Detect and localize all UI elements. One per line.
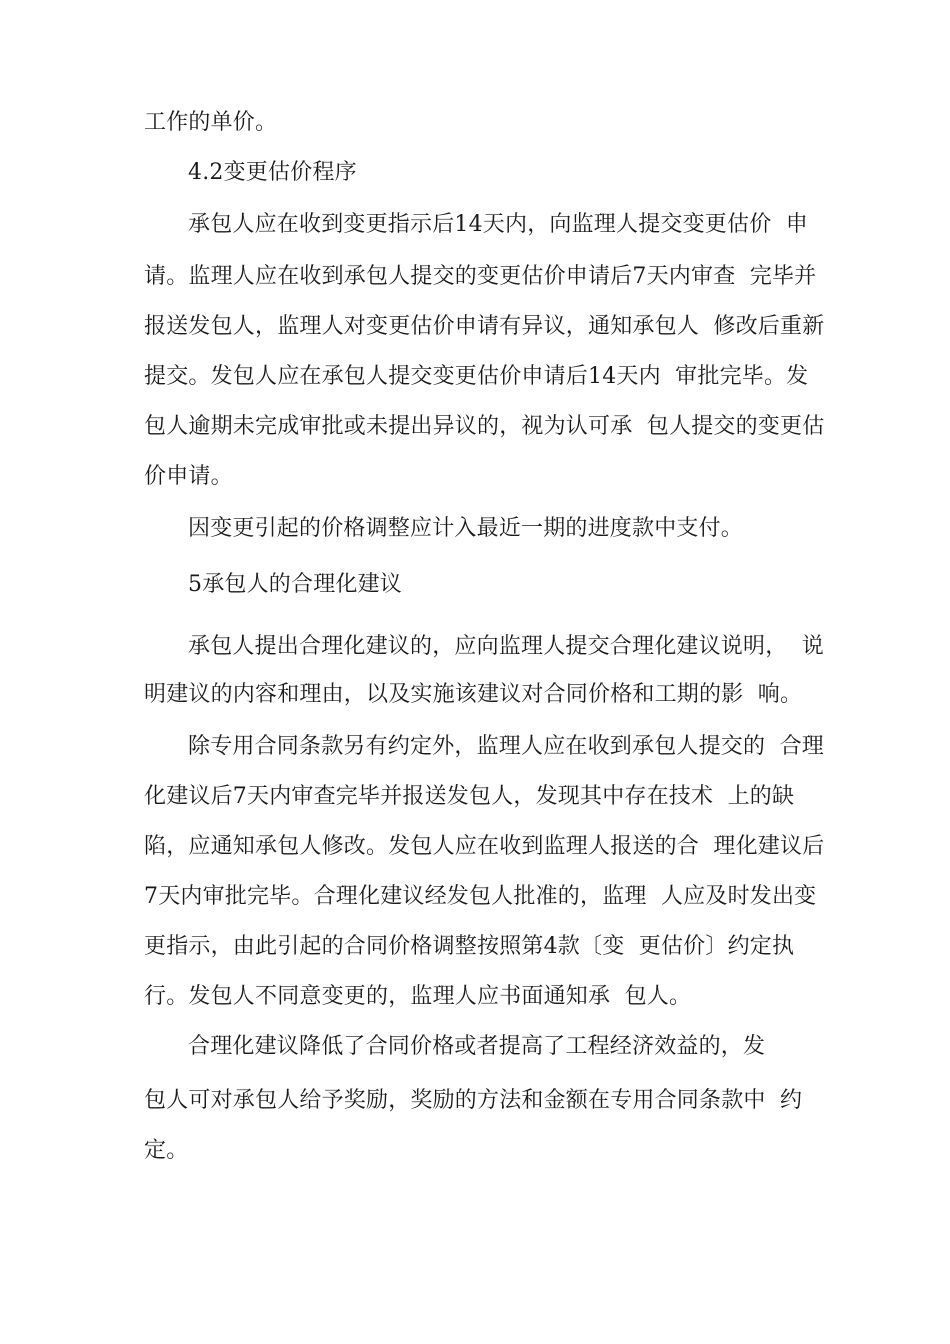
text-line: 包人逾期未完成审批或未提出异议的，视为认可承 包人提交的变更估: [144, 414, 825, 439]
text-line: 行。发包人不同意变更的，监理人应书面通知承 包人。: [144, 984, 692, 1009]
text-line: 因变更引起的价格调整应计入最近一期的进度款中支付。: [188, 516, 744, 541]
section-heading: 4.2变更估价程序: [188, 160, 357, 185]
text-line: 合理化建议降低了合同价格或者提高了工程经济效益的，发: [188, 1034, 766, 1059]
text-line: 提交。发包人应在承包人提交变更估价申请后14天内 审批完毕。发: [144, 364, 809, 389]
text-line: 承包人提出合理化建议的，应向监理人提交合理化建议说明， 说: [188, 634, 824, 659]
text-line: 更指示，由此引起的合同价格调整按照第4款〔变 更估价〕约定执: [144, 934, 795, 959]
text-line: 明建议的内容和理由，以及实施该建议对合同价格和工期的影 响。: [144, 682, 803, 707]
section-heading: 5承包人的合理化建议: [188, 572, 402, 597]
text-line: 价申请。: [144, 464, 233, 489]
text-line: 包人可对承包人给予奖励，奖励的方法和金额在专用合同条款中 约: [144, 1088, 803, 1113]
text-line: 陷，应通知承包人修改。发包人应在收到监理人报送的合 理化建议后: [144, 834, 825, 859]
text-line: 承包人应在收到变更指示后14天内，向监理人提交变更估价 申: [188, 212, 808, 237]
text-line: 请。监理人应在收到承包人提交的变更估价申请后7天内审查 完毕并: [144, 264, 817, 289]
text-line: 报送发包人，监理人对变更估价申请有异议，通知承包人 修改后重新: [144, 314, 825, 339]
text-line: 化建议后7天内审查完毕并报送发包人，发现其中存在技术 上的缺: [144, 784, 795, 809]
text-line: 除专用合同条款另有约定外，监理人应在收到承包人提交的 合理: [188, 734, 824, 759]
text-line: 定。: [144, 1138, 189, 1163]
text-line: 工作的单价。: [144, 110, 278, 135]
text-line: 7天内审批完毕。合理化建议经发包人批准的，监理 人应及时发出变: [144, 884, 817, 909]
